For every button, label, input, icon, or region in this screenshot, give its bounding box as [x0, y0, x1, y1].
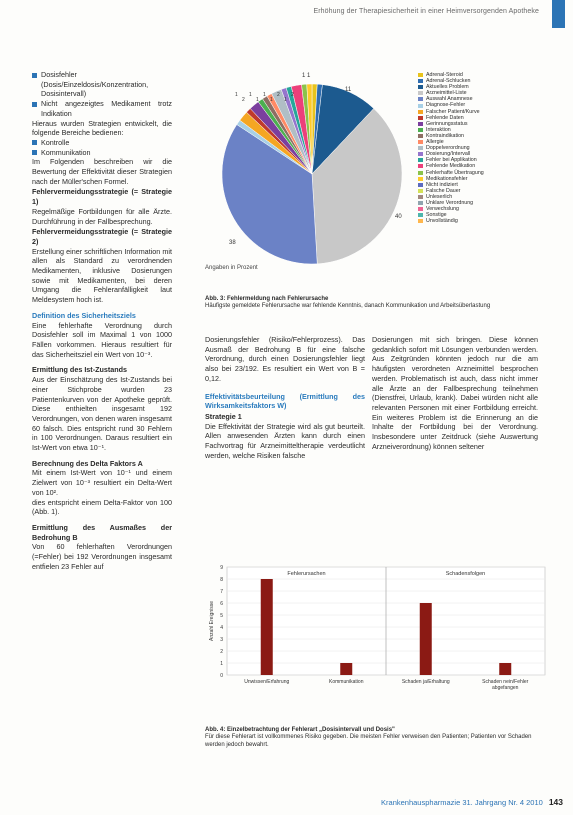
legend-swatch	[418, 189, 423, 193]
legend-swatch	[418, 128, 423, 132]
legend-label: Adrenal-Schlucken	[426, 78, 471, 85]
paragraph: Aus der Einschätzung des Ist-Zustands bei einer Stichprobe wurden 23 Patientenkurven von der Apotheke geprüft. Diese enthielten insgesamt 192 Verordnungen, von denen waren insgesamt 60 falsch. Dies entspricht rund 30 Fehlern in 100 Verordnungen. Daraus resultiert ein Ist-Wert von etwa 10⁻¹.	[32, 375, 172, 453]
column-2	[205, 335, 365, 460]
legend-swatch	[418, 79, 423, 83]
legend-swatch	[418, 134, 423, 138]
panel-title: Fehlerursachen	[287, 571, 326, 577]
legend-label: Aktuelles Problem	[426, 84, 469, 91]
x-category-label: Schaden nein/Fehler	[482, 679, 529, 685]
legend-label: Auswahl Anamnese	[426, 96, 473, 103]
legend-label: Diagnose-Fehler	[426, 102, 466, 109]
legend-swatch	[418, 104, 423, 108]
bar	[499, 663, 511, 675]
bullet-item: Nicht angezeigtes Medikament trotz Indikation	[32, 99, 172, 118]
heading-strategy-1: Strategie 1	[205, 411, 242, 421]
legend-label: Falsche Dauer	[426, 187, 461, 194]
pie-data-label: 1	[256, 97, 259, 103]
legend-swatch	[418, 207, 423, 211]
bar	[340, 663, 352, 675]
pie-data-label: 1	[235, 92, 238, 98]
footer	[381, 797, 563, 807]
paragraph: dies entspricht einem Delta-Faktor von 100 (Abb. 1).	[32, 497, 172, 517]
legend-swatch	[418, 140, 423, 144]
legend-label: Falscher Patient/Kurve	[426, 108, 480, 115]
legend-label: Nicht indiziert	[426, 181, 458, 188]
legend-label: Gerinnungsstatus	[426, 120, 468, 127]
heading-effectiveness: Effektivitätsbeurteilung (Ermittlung des Wirksamkeitsfaktors W)	[205, 391, 365, 411]
legend-label: Verwechslung	[426, 206, 459, 213]
pie-legend	[418, 72, 548, 224]
legend-swatch	[418, 195, 423, 199]
legend-label: Unklare Verordnung	[426, 199, 474, 206]
pie-data-label: 1	[270, 97, 273, 103]
paragraph: Im Folgenden beschreiben wir die Bewertung der Effektivität dieser Strategien nach der Müller'schen Formel.	[32, 157, 172, 186]
column-1	[32, 70, 172, 571]
paragraph: Hieraus wurden Strategien entwickelt, die folgende Bereiche bedienen:	[32, 118, 172, 138]
paragraph: Regelmäßige Fortbildungen für alle Ärzte. Durchführung in der Fallbesprechung.	[32, 206, 172, 226]
heading-delta: Berechnung des Delta Faktors A	[32, 458, 143, 468]
y-tick-label: 7	[220, 589, 223, 595]
header-accent-bar	[552, 0, 565, 28]
legend-label: Unvollständig	[426, 218, 458, 225]
legend-label: Unleserlich	[426, 193, 453, 200]
legend-swatch	[418, 97, 423, 101]
bar	[261, 579, 273, 675]
bullet-item: Kommunikation	[32, 148, 172, 158]
bar-caption-title: Abb. 4: Einzelbetrachtung der Fehlerart „Dosisintervall und Dosis"	[205, 727, 395, 733]
pie-caption-text: Häufigste gemeldete Fehlerursache war fehlende Kenntnis, danach Kommunikation und Arbeitsüberlastung	[205, 303, 491, 310]
legend-label: Arzneimittel-Liste	[426, 90, 467, 97]
y-tick-label: 8	[220, 577, 223, 583]
legend-label: Medikationsfehler	[426, 175, 468, 182]
legend-swatch	[418, 85, 423, 89]
pie-figure	[205, 64, 420, 269]
pie-caption-title: Abb. 3: Fehlermeldung nach Fehlerursache	[205, 296, 329, 302]
paragraph: Die Effektivität der Strategie wird als gut beurteilt. Allen anwesenden Ärzten kann durch einen Fachvortrag für Arzneimitteltherapie verdeutlicht werden, welche Risiken falsche	[205, 421, 365, 460]
heading-threat: Ermittlung des Ausmaßes der Bedrohung B	[32, 522, 172, 542]
legend-swatch	[418, 171, 423, 175]
page-number: 143	[548, 797, 563, 807]
y-tick-label: 3	[220, 637, 223, 643]
legend-swatch	[418, 110, 423, 114]
y-tick-label: 9	[220, 565, 223, 571]
bullet-item: Dosisfehler (Dosis/Einzeldosis/Konzentration, Dosisintervall)	[32, 70, 172, 99]
x-category-label: abgefangen	[492, 685, 519, 691]
paragraph: Mit einem Ist-Wert von 10⁻¹ und einem Zielwert von 10⁻³ resultiert ein Delta-Wert von 10².	[32, 468, 172, 497]
y-tick-label: 1	[220, 661, 223, 667]
paragraph: Dosierungen mit sich bringen. Diese können gedanklich sofort mit Lösungen verbunden werden. Aus Zeitgründen könnten jedoch nur die am häufigsten verordneten Arzneimittel besprochen werden. Problematisch ist auch, dass nicht immer alle Ärzte an der Fallbesprechung teilnehmen (Dienstfrei, Urlaub, krank). Dabei würden nicht alle relevanten Personen mit einer Fortbildung erreicht. Ein weiteres Problem ist die Erinnerung an die Inhalte der Fortbildung bei der Verordnung. Insbesondere unter Zeitdruck (siehe Auswertung Arzneiverordnung) können seltener	[372, 335, 538, 451]
legend-swatch	[418, 183, 423, 187]
legend-swatch	[418, 116, 423, 120]
legend-label: Adrenal-Steroid	[426, 72, 463, 78]
bar-figure	[205, 557, 550, 722]
legend-label: Doppelverordnung	[426, 145, 470, 152]
running-title: Erhöhung der Therapiesicherheit in einer Heimversorgenden Apotheke	[313, 8, 539, 15]
paragraph: Dosierungsfehler (Risiko/Fehlerprozess). Das Ausmaß der Bedrohung B für eine falsche Verordnung, durch einen Dosierungsfehler liegt also bei 23/192. Es resultiert ein Wert von B = 0,12.	[205, 335, 365, 383]
bar-chart	[205, 557, 550, 722]
x-category-label: Unwissen/Erfahrung	[244, 679, 290, 685]
pie-data-label: 38	[229, 240, 236, 246]
y-tick-label: 5	[220, 613, 223, 619]
pie-data-label: 1	[249, 92, 252, 98]
heading-ist-state: Ermittlung des Ist-Zustands	[32, 365, 128, 375]
legend-swatch	[418, 122, 423, 126]
journal-name: Krankenhauspharmazie 31. Jahrgang Nr. 4 2010	[381, 798, 543, 807]
legend-swatch	[418, 213, 423, 217]
pie-data-label: 11	[345, 87, 352, 93]
y-tick-label: 0	[220, 673, 223, 679]
bar	[420, 603, 432, 675]
legend-label: Fehler bei Applikation	[426, 157, 477, 164]
column-3	[372, 335, 538, 451]
y-tick-label: 4	[220, 625, 223, 631]
bar-caption	[205, 727, 550, 749]
legend-swatch	[418, 201, 423, 205]
bar-caption-text: Für diese Fehlerart ist vollkommenes Risiko gegeben. Die meisten Fehler verweisen den Patienten; Patienten vor Schaden werden jedoch bewahrt.	[205, 734, 532, 748]
legend-swatch	[418, 164, 423, 168]
legend-label: Sonstige	[426, 212, 447, 219]
legend-swatch	[418, 91, 423, 95]
legend-label: Fehlende Medikation	[426, 163, 476, 170]
bullet-item: Kontrolle	[32, 138, 172, 148]
pie-data-label: 40	[395, 214, 402, 220]
panel-title: Schadensfolgen	[445, 571, 486, 577]
pie-data-label: 2	[242, 97, 245, 103]
legend-label: Fehlende Daten	[426, 114, 464, 121]
pie-data-label: 2	[277, 92, 280, 98]
legend-label: Kontraindikation	[426, 132, 464, 139]
pie-data-label: 1 1	[302, 73, 311, 79]
heading-strategy-1: Fehlervermeidungsstrategie (= Strategie 1)	[32, 187, 172, 207]
paragraph: Erstellung einer schriftlichen Information mit allen als Standard zu verordnenden Medikamenten, inklusive Dosierungen sowie mit Medikamenten, bei deren Umgang die Fehleranfälligkeit laut Meldesystem hoch ist.	[32, 246, 172, 305]
legend-swatch	[418, 158, 423, 162]
y-tick-label: 6	[220, 601, 223, 607]
heading-strategy-2: Fehlervermeidungsstrategie (= Strategie 2)	[32, 227, 172, 246]
y-axis-label: Anzahl Ereignisse	[209, 600, 215, 642]
pie-data-label: 2	[291, 92, 294, 98]
paragraph: Von 60 fehlerhaften Verordnungen (=Fehler) bei 192 Verordnungen insgesamt entfielen 23 Fehler auf	[32, 542, 172, 571]
pie-annotation: Angaben in Prozent	[205, 265, 258, 271]
pie-caption	[205, 296, 545, 311]
heading-safety-goal: Definition des Sicherheitsziels	[32, 310, 136, 320]
x-category-label: Kommunikation	[329, 679, 364, 685]
pie-data-label: 1	[263, 92, 266, 98]
legend-swatch	[418, 152, 423, 156]
pie-data-label: 1	[284, 97, 287, 103]
legend-swatch	[418, 73, 423, 77]
paragraph: Eine fehlerhafte Verordnung durch Dosisfehler soll im Maximal 1 von 1000 Fällen vorkommen. Hieraus resultiert für das Sicherheitsziel ein Wert von 10⁻³.	[32, 320, 172, 359]
legend-entry	[418, 218, 548, 224]
legend-swatch	[418, 177, 423, 181]
y-tick-label: 2	[220, 649, 223, 655]
legend-label: Interaktion	[426, 126, 451, 133]
legend-label: Fehlerhafte Übertragung	[426, 169, 484, 176]
legend-swatch	[418, 219, 423, 223]
x-category-label: Schaden ja/Erhaltung	[401, 679, 450, 685]
legend-label: Dosierung/Intervall	[426, 151, 471, 158]
pie-chart	[205, 64, 420, 269]
legend-swatch	[418, 146, 423, 150]
legend-label: Allergie	[426, 139, 444, 146]
